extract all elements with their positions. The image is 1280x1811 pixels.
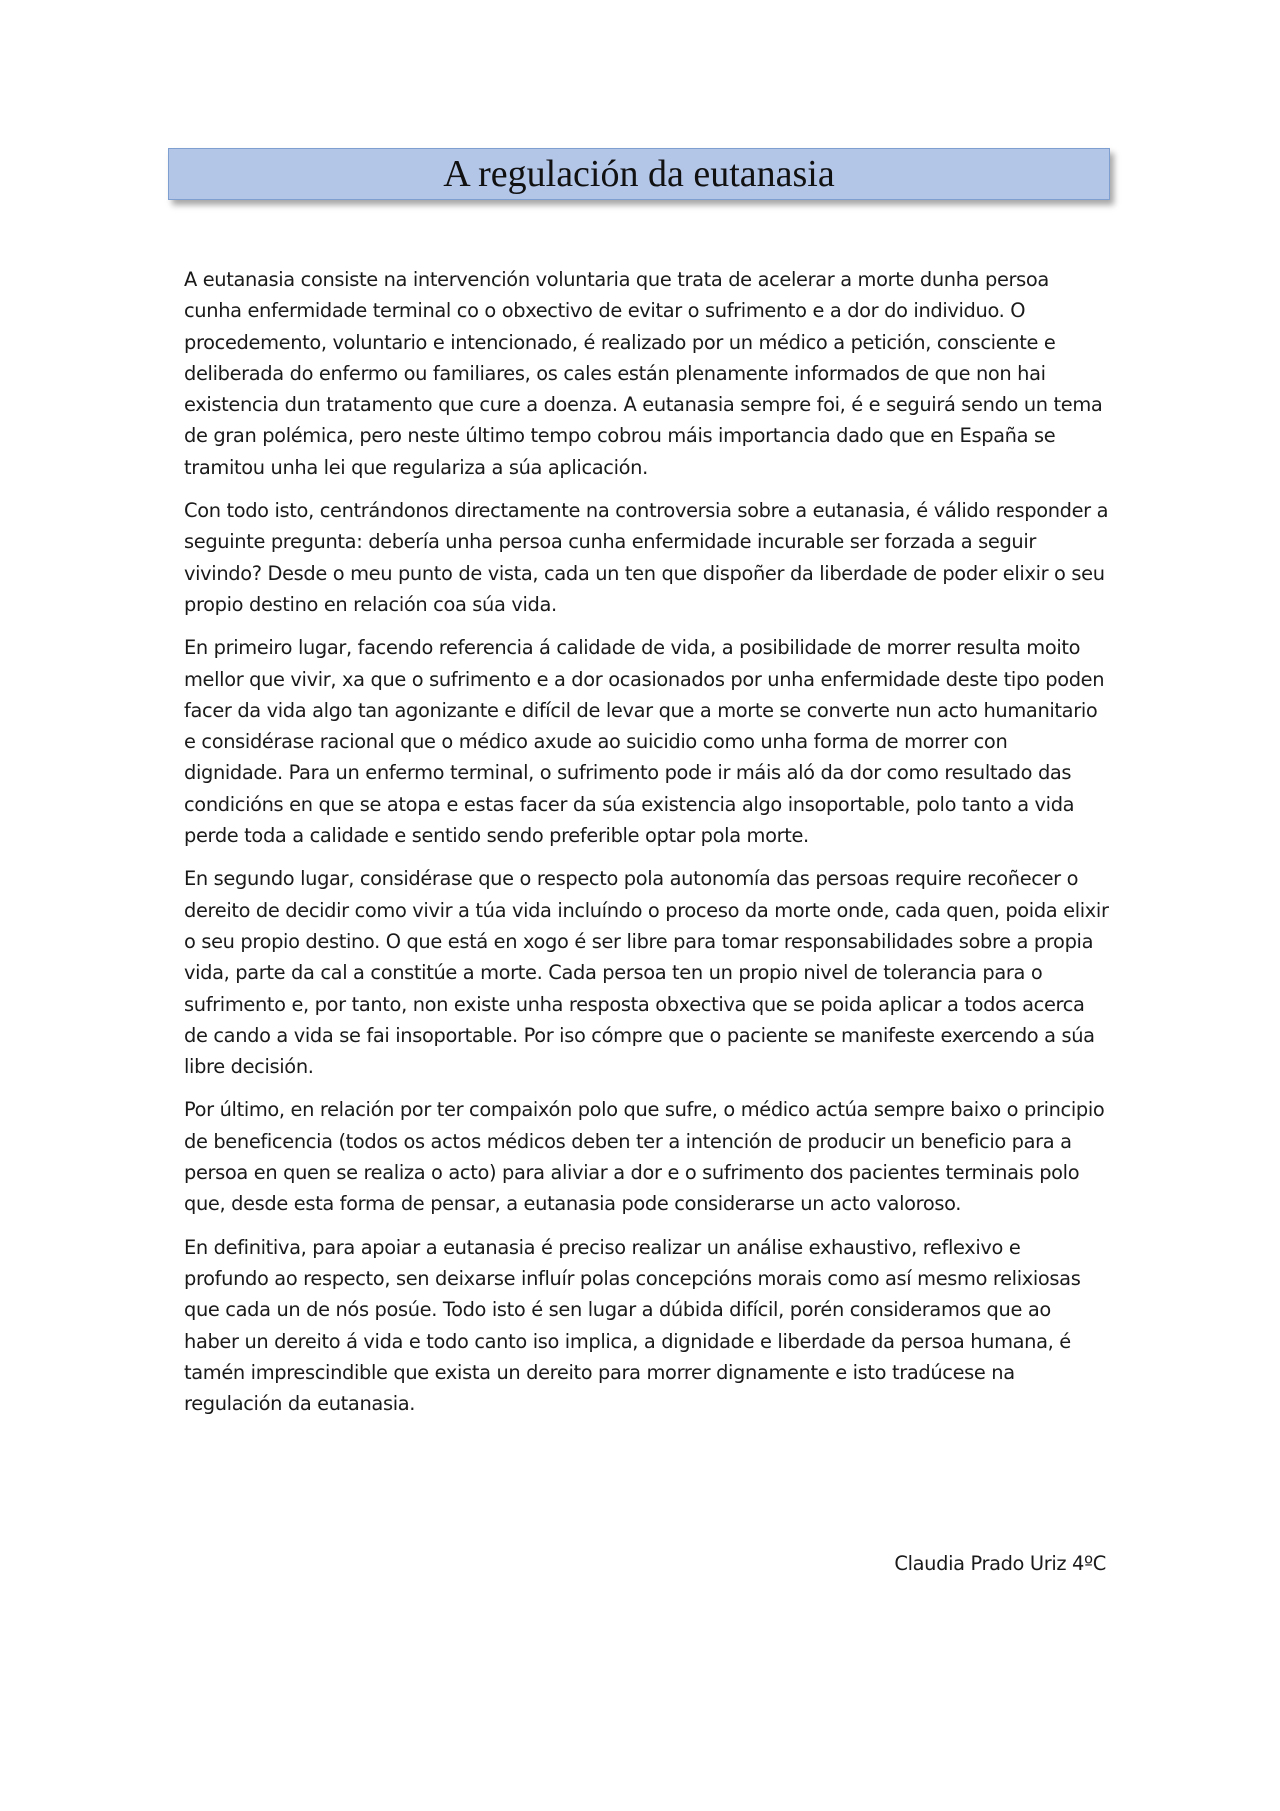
author-signature: Claudia Prado Uriz 4ºC [894,1552,1106,1575]
title-banner [168,148,1110,200]
paragraph-second-argument: En segundo lugar, considérase que o respecto pola autonomía das persoas require recoñecer o dereito de decidir como vivir a túa vida incluíndo o proceso da morte onde, cada quen, poida elixir o seu propio destino. O que está en xogo é ser libre para tomar responsabilidades sobre a propia vida, parte da cal a constitúe a morte. Cada persoa ten un propio nivel de tolerancia para o sufrimento e, por tanto, non existe unha resposta obxectiva que se poida aplicar a todos acerca de cando a vida se fai insoportable. Por iso cómpre que o paciente se manifeste exercendo a súa libre decisión. [184,867,1109,1079]
paragraph-third-argument: Por último, en relación por ter compaixón polo que sufre, o médico actúa sempre baixo o principio de beneficencia (todos os actos médicos deben ter a intención de producir un beneficio para a persoa en quen se realiza o acto) para aliviar a dor e o sufrimento dos pacientes terminais polo que, desde esta forma de pensar, a eutanasia pode considerarse un acto valoroso. [184,1098,1105,1216]
paragraph-question: Con todo isto, centrándonos directamente na controversia sobre a eutanasia, é válido responder a seguinte pregunta: debería unha persoa cunha enfermidade incurable ser forzada a seguir vivindo? Desde o meu punto de vista, cada un ten que dispoñer da liberdade de poder elixir o seu propio destino en relación coa súa vida. [184,499,1109,616]
document-title: A regulación da eutanasia [443,153,835,195]
paragraph-intro: A eutanasia consiste na intervención voluntaria que trata de acelerar a morte dunha persoa cunha enfermidade terminal co o obxectivo de evitar o sufrimento e a dor do individuo. O procedemento, voluntario e intencionado, é realizado por un médico a petición, consciente e deliberada do enfermo ou familiares, os cales están plenamente informados de que non hai existencia dun tratamento que cure a doenza. A eutanasia sempre foi, é e seguirá sendo un tema de gran polémica, pero neste último tempo cobrou máis importancia dado que en España se tramitou unha lei que regulariza a súa aplicación. [184,268,1103,479]
document-body [184,264,1110,1431]
paragraph-first-argument: En primeiro lugar, facendo referencia á calidade de vida, a posibilidade de morrer resulta moito mellor que vivir, xa que o sufrimento e a dor ocasionados por unha enfermidade deste tipo poden facer da vida algo tan agonizante e difícil de levar que a morte se converte nun acto humanitario e considérase racional que o médico axude ao suicidio como unha forma de morrer con dignidade. Para un enfermo terminal, o sufrimento pode ir máis aló da dor como resultado das condicións en que se atopa e estas facer da súa existencia algo insoportable, polo tanto a vida perde toda a calidade e sentido sendo preferible optar pola morte. [184,636,1105,848]
paragraph-conclusion: En definitiva, para apoiar a eutanasia é preciso realizar un análise exhaustivo, reflexivo e profundo ao respecto, sen deixarse influír polas concepcións morais como así mesmo relixiosas que cada un de nós posúe. Todo isto é sen lugar a dúbida difícil, porén consideramos que ao haber un dereito á vida e todo canto iso implica, a dignidade e liberdade da persoa humana, é tamén imprescindible que exista un dereito para morrer dignamente e isto tradúcese na regulación da eutanasia. [184,1235,1081,1416]
